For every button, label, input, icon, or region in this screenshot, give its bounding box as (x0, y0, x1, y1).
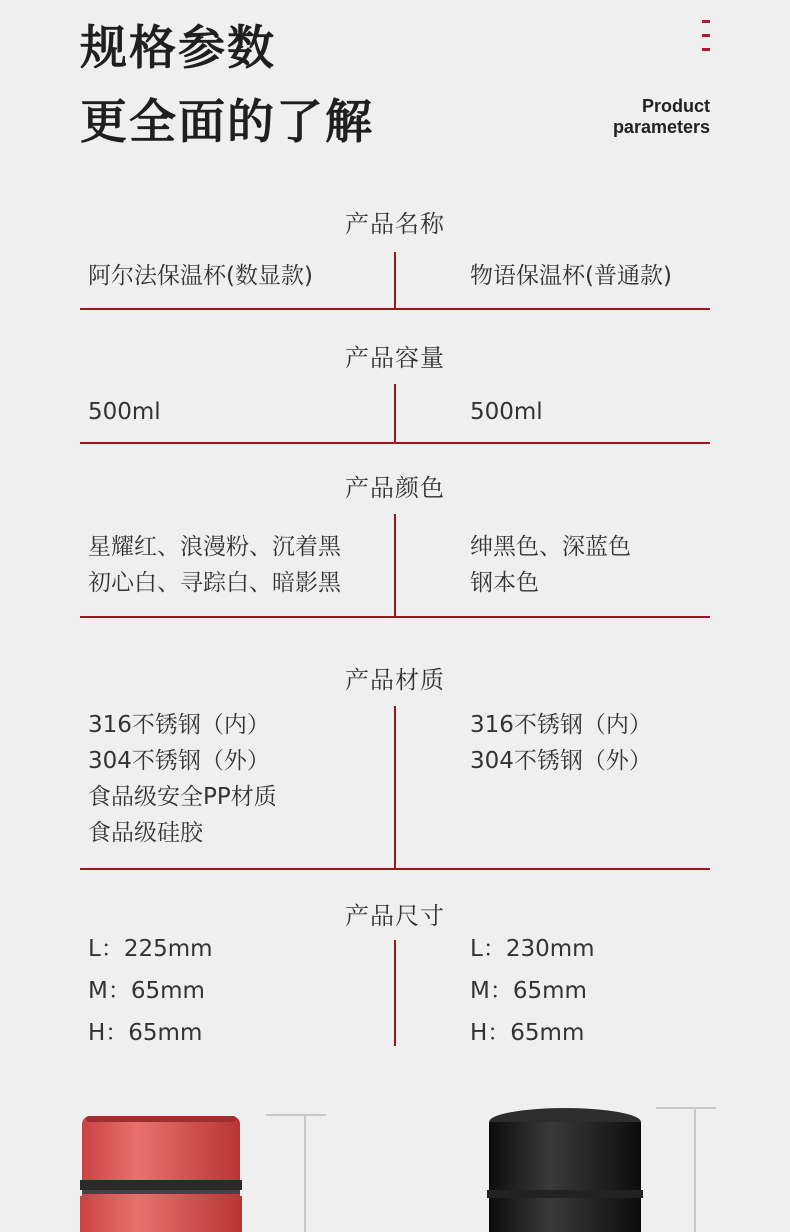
size-right-line: H：65mm (470, 1020, 585, 1046)
english-line-2: parameters (612, 117, 710, 137)
size-left-line: M：65mm (88, 978, 205, 1004)
capacity-right: 500ml (470, 399, 543, 425)
color-left-line: 星耀红、浪漫粉、沉着黑 (88, 534, 341, 560)
size-left-line: L：225mm (88, 936, 213, 962)
ruler-vertical (304, 1114, 306, 1232)
section-title-color: 产品颜色 (345, 474, 445, 502)
ruler-vertical (694, 1107, 696, 1232)
divider-horizontal (80, 308, 710, 310)
size-right-line: M：65mm (470, 978, 587, 1004)
size-right (470, 928, 595, 1054)
english-line-1: Product (641, 96, 710, 116)
divider-horizontal (80, 868, 710, 870)
material-right (470, 707, 652, 779)
name-left: 阿尔法保温杯(数显款) (88, 263, 313, 289)
divider-vertical (394, 384, 396, 442)
material-right-line: 304不锈钢（外） (470, 748, 652, 774)
ruler-top (656, 1107, 716, 1109)
section-title-capacity: 产品容量 (345, 344, 445, 372)
divider-horizontal (80, 442, 710, 444)
capacity-left: 500ml (88, 399, 161, 425)
color-left-line: 初心白、寻踪白、暗影黑 (88, 570, 341, 596)
ruler-top (266, 1114, 326, 1116)
material-left (88, 707, 277, 851)
color-right-line: 钢本色 (470, 570, 539, 596)
material-left-line: 304不锈钢（外） (88, 748, 270, 774)
material-left-line: 316不锈钢（内） (88, 712, 270, 738)
color-right (470, 529, 631, 601)
divider-vertical (394, 706, 396, 868)
material-right-line: 316不锈钢（内） (470, 712, 652, 738)
material-left-line: 食品级安全PP材质 (88, 784, 277, 810)
red-bottle-image (60, 1100, 260, 1232)
divider-vertical (394, 940, 396, 1046)
heading-line-1: 规格参数 (80, 21, 276, 76)
heading-line-2: 更全面的了解 (80, 95, 374, 150)
color-right-line: 绅黑色、深蓝色 (470, 534, 631, 560)
section-title-size: 产品尺寸 (345, 902, 445, 930)
section-title-material: 产品材质 (345, 666, 445, 694)
color-left (88, 529, 341, 601)
page-heading (80, 12, 374, 160)
black-bottle-image (470, 1100, 670, 1232)
size-left-line: H：65mm (88, 1020, 203, 1046)
name-right: 物语保温杯(普通款) (470, 263, 672, 289)
divider-horizontal (80, 616, 710, 618)
english-subtitle (613, 96, 710, 138)
size-right-line: L：230mm (470, 936, 595, 962)
section-title-name: 产品名称 (345, 210, 445, 238)
divider-vertical (394, 514, 396, 616)
material-left-line: 食品级硅胶 (88, 820, 203, 846)
size-left (88, 928, 213, 1054)
divider-vertical (394, 252, 396, 308)
decorative-dashes (702, 20, 710, 54)
